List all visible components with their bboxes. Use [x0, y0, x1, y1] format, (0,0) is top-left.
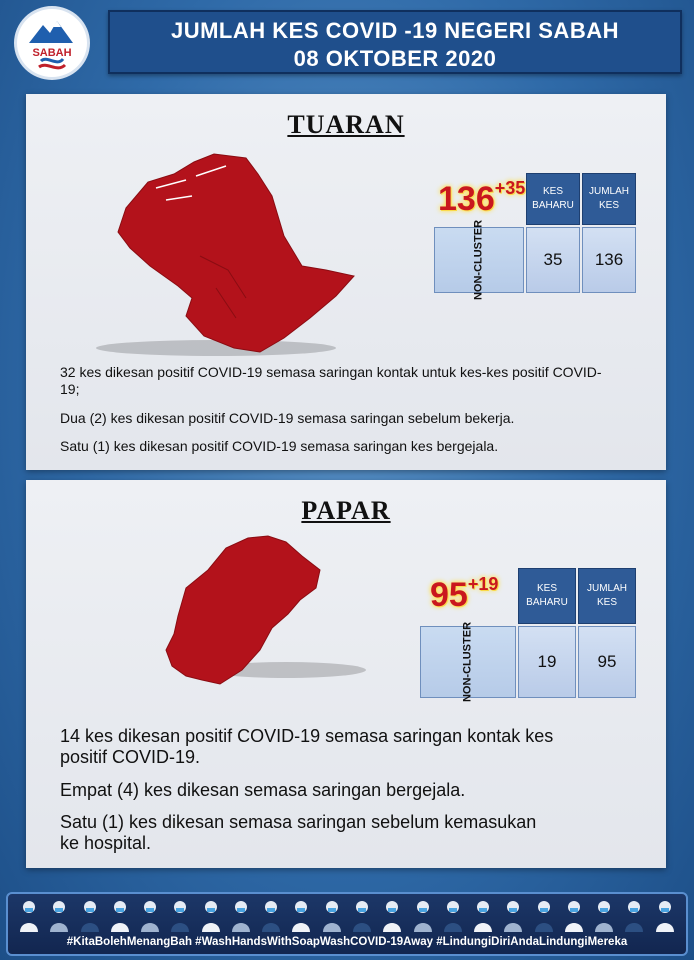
- note-3: Satu (1) kes dikesan semasa saringan sebelum kemasukan ke hospital.: [60, 812, 537, 853]
- hashtags: #KitaBolehMenangBah #WashHandsWithSoapWashCOVID-19Away #LindungiDiriAndaLindungiMereka: [66, 936, 628, 948]
- total-count: 95: [430, 576, 468, 614]
- person-icon: [169, 898, 191, 932]
- person-icon: [593, 898, 615, 932]
- row-label-text: NON-CLUSTER: [461, 621, 474, 703]
- mountain-icon: [17, 9, 87, 77]
- row-label: [420, 621, 516, 703]
- cell-new-cases: 35: [526, 227, 580, 293]
- logo-text: SABAH: [32, 47, 72, 59]
- person-icon: [200, 898, 222, 932]
- col-header-total: JUMLAH KES: [578, 568, 636, 624]
- person-icon: [654, 898, 676, 932]
- district-panel-tuaran: [26, 94, 666, 470]
- row-label-text: NON-CLUSTER: [472, 219, 485, 301]
- person-icon: [18, 898, 40, 932]
- note-2: Dua (2) kes dikesan positif COVID-19 semasa saringan sebelum bekerja.: [60, 410, 515, 426]
- col-header-new: KES BAHARU: [518, 568, 576, 624]
- title-main: JUMLAH KES COVID -19 NEGERI SABAH: [170, 18, 619, 43]
- new-count: +19: [467, 574, 499, 594]
- person-icon: [321, 898, 343, 932]
- row-label: [434, 219, 524, 301]
- col-header-new: KES BAHARU: [526, 173, 580, 225]
- person-icon: [260, 898, 282, 932]
- footer-banner: [6, 892, 688, 956]
- page-title: [108, 10, 682, 74]
- person-icon: [381, 898, 403, 932]
- person-icon: [563, 898, 585, 932]
- person-icon: [623, 898, 645, 932]
- note-1: 32 kes dikesan positif COVID-19 semasa saringan kontak untuk kes-kes positif COVID-19;: [60, 364, 602, 397]
- col-header-total: JUMLAH KES: [582, 173, 636, 225]
- title-date: 08 OKTOBER 2020: [293, 46, 497, 71]
- person-icon: [109, 898, 131, 932]
- cell-new-cases: 19: [518, 626, 576, 698]
- person-icon: [472, 898, 494, 932]
- note-3: Satu (1) kes dikesan positif COVID-19 semasa saringan kes bergejala.: [60, 438, 499, 454]
- district-name: PAPAR: [301, 496, 391, 525]
- person-icon: [502, 898, 524, 932]
- person-icon: [139, 898, 161, 932]
- person-icon: [412, 898, 434, 932]
- new-count: +35: [494, 178, 526, 198]
- papar-map: [156, 530, 366, 690]
- person-icon: [442, 898, 464, 932]
- person-icon: [48, 898, 70, 932]
- cell-total-cases: 95: [578, 626, 636, 698]
- total-count: 136: [438, 180, 495, 218]
- note-2: Empat (4) kes dikesan semasa saringan bergejala.: [60, 780, 466, 800]
- person-icon: [290, 898, 312, 932]
- person-icon: [533, 898, 555, 932]
- stats-table: [420, 568, 636, 703]
- tuaran-map: [96, 148, 366, 358]
- district-name: TUARAN: [287, 110, 405, 139]
- cell-total-cases: 136: [582, 227, 636, 293]
- frontliner-figures: [14, 898, 680, 932]
- note-1: 14 kes dikesan positif COVID-19 semasa saringan kontak kes positif COVID-19.: [60, 726, 554, 767]
- person-icon: [351, 898, 373, 932]
- sabah-logo: [14, 6, 90, 80]
- person-icon: [79, 898, 101, 932]
- stats-table: [434, 173, 640, 301]
- district-panel-papar: [26, 480, 666, 868]
- person-icon: [230, 898, 252, 932]
